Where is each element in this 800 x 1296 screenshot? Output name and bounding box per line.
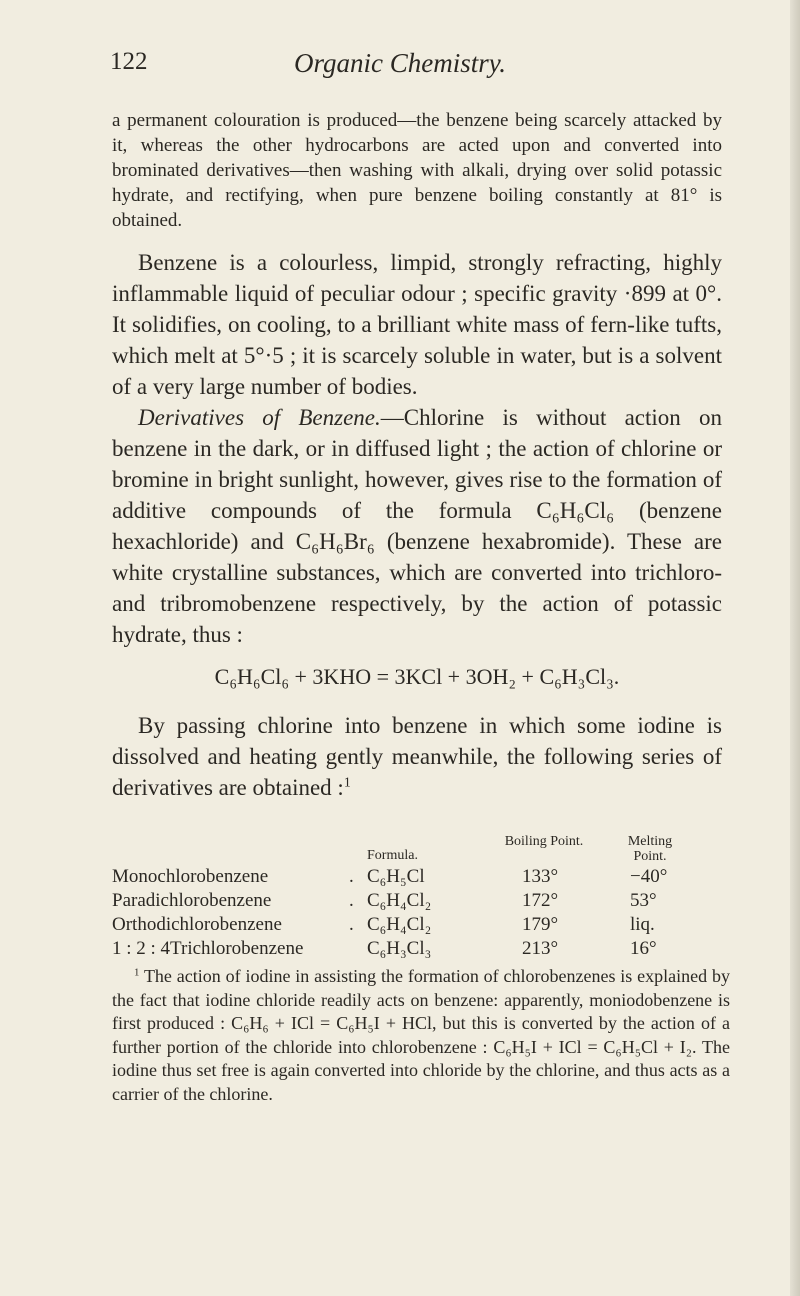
leader-dot: . bbox=[349, 914, 354, 935]
paragraph-1: a permanent colouration is produced—the benzene being scarcely attacked by it, whereas the other hydrocarbons are acted upon and converted into brominated derivatives—then washing with alkali, drying over solid potassic hydrate, and rectifying, when pure benzene boiling constantly at 81° is obtained. bbox=[112, 110, 722, 231]
boiling-point: 172° bbox=[522, 890, 559, 911]
section-heading: Derivatives of Benzene. bbox=[138, 405, 381, 430]
footnote-text: The action of iodine in assisting the formation of chlorobenzenes is explained by the fact that iodine chloride readily acts on benzene: apparently, moniodobenzene is first produced : C₆H₆ + ICl = C₆H₅I + HCl, but this is converted by the action of a further portion of the chloride into chlorobenzene : C₆H₅I + ICl = C₆H₅Cl + I₂. The iodine thus set free is again converted into chloride by the chlorine, and thus acts as a carrier of the chlorine. bbox=[112, 966, 730, 1104]
body-text bbox=[112, 108, 722, 803]
table-row bbox=[112, 914, 732, 938]
boiling-point: 133° bbox=[522, 866, 559, 887]
paragraph-3-text-c: (benzene hexabromide). These are white crystalline substances, which are converted into trichloro- and tribromobenzene respectively, by the action of potassic hydrate, thus : bbox=[112, 529, 722, 647]
table-header bbox=[112, 834, 732, 866]
page-edge bbox=[790, 0, 800, 1296]
page-number: 122 bbox=[110, 48, 148, 75]
melting-point: 53° bbox=[630, 890, 657, 911]
melting-point: 16° bbox=[630, 938, 657, 959]
running-title: Organic Chemistry. bbox=[294, 48, 506, 78]
formula: C₆H₅Cl bbox=[367, 866, 425, 887]
formula: C₆H₄Cl₂ bbox=[367, 914, 432, 935]
boiling-point: 179° bbox=[522, 914, 559, 935]
equation: C₆H₆Cl₆ + 3KHO = 3KCl + 3OH₂ + C₆H₃Cl₃. bbox=[214, 664, 620, 689]
footnote-marker: 1 bbox=[134, 966, 140, 979]
table-body bbox=[112, 866, 732, 962]
footnote bbox=[112, 965, 730, 1106]
leader-dot: . bbox=[349, 890, 354, 911]
page-header bbox=[0, 48, 800, 88]
leader-dot: . bbox=[349, 866, 354, 887]
compound-name: Monochlorobenzene bbox=[112, 866, 269, 887]
table-row bbox=[112, 890, 732, 914]
compound-name: Paradichlorobenzene bbox=[112, 890, 272, 911]
header-boiling: Boiling Point. bbox=[504, 834, 584, 849]
table-row bbox=[112, 866, 732, 890]
compound-name: Orthodichlorobenzene bbox=[112, 914, 282, 935]
formula-hexabromide: C₆H₆Br₆ bbox=[295, 529, 375, 554]
header-formula: Formula. bbox=[367, 848, 418, 863]
paragraph-3-text-a: —Chlorine is without action on benzene in the dark, or in diffused light ; the action of chlorine or bromine in bright sunlight, however, gives rise to the formation of additive compounds of the formula bbox=[112, 405, 722, 523]
melting-point: −40° bbox=[630, 866, 668, 887]
formula: C₆H₄Cl₂ bbox=[367, 890, 432, 911]
footnote-ref: 1 bbox=[343, 774, 351, 790]
derivatives-table bbox=[112, 834, 732, 962]
paragraph-3 bbox=[112, 402, 722, 650]
boiling-point: 213° bbox=[522, 938, 559, 959]
paragraph-3-text-b: (benzene hexachloride) and bbox=[112, 498, 723, 554]
paragraph-4-text: By passing chlorine into benzene in which some iodine is dissolved and heating gently meanwhile, the following series of derivatives are obtained : bbox=[112, 713, 722, 800]
melting-point: liq. bbox=[630, 914, 655, 935]
compound-name: 1 : 2 : 4Trichlorobenzene bbox=[112, 938, 304, 959]
formula: C₆H₃Cl₃ bbox=[367, 938, 432, 959]
table-row bbox=[112, 938, 732, 962]
footnote-paragraph bbox=[112, 965, 730, 1106]
formula-hexachloride: C₆H₆Cl₆ bbox=[536, 498, 615, 523]
paragraph-4 bbox=[112, 710, 722, 803]
header-melting: Melting Point. bbox=[627, 834, 673, 864]
paragraph-2: Benzene is a colourless, limpid, strongly refracting, highly inflammable liquid of peculiar odour ; specific gravity ·899 at 0°. It solidifies, on cooling, to a brilliant white mass of fern-like tufts, which melt at 5°·5 ; it is scarcely soluble in water, but is a solvent of a very large number of bodies. bbox=[112, 250, 722, 399]
